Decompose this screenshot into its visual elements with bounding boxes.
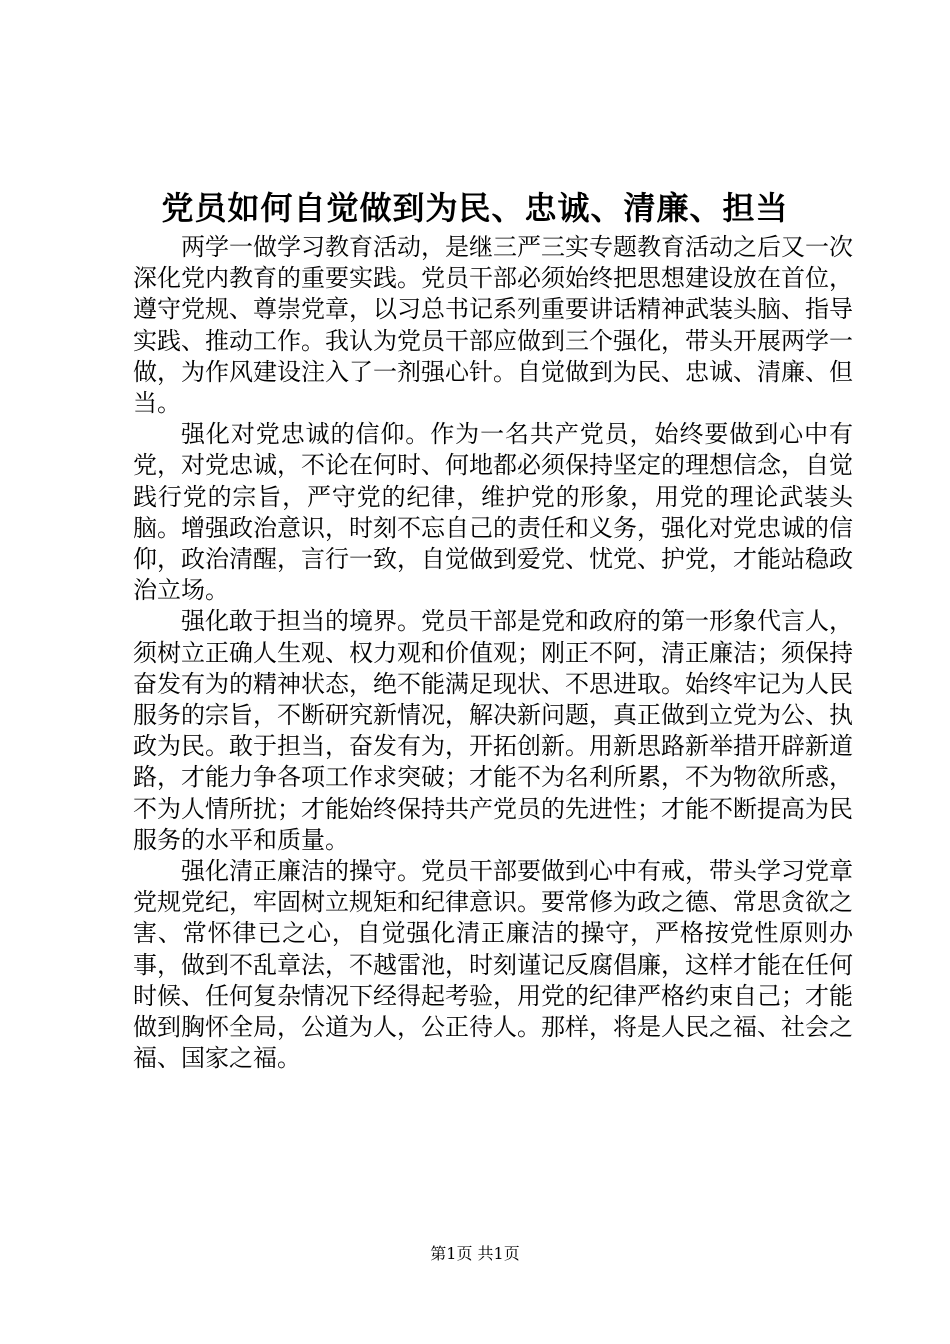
document-body: [133, 232, 853, 1074]
paragraph-intro: 两学一做学习教育活动，是继三严三实专题教育活动之后又一次深化党内教育的重要实践。党员干部必须始终把思想建设放在首位，遵守党规、尊崇党章，以习总书记系列重要讲话精神武装头脑、指导实践、推动工作。我认为党员干部应做到三个强化，带头开展两学一做，为作风建设注入了一剂强心针。自觉做到为民、忠诚、清廉、但当。: [133, 233, 853, 418]
document-title: 党员如何自觉做到为民、忠诚、清廉、担当: [161, 189, 789, 227]
paragraph-responsibility: 强化敢于担当的境界。党员干部是党和政府的第一形象代言人，须树立正确人生观、权力观和价值观；刚正不阿，清正廉洁；须保持奋发有为的精神状态，绝不能满足现状、不思进取。始终牢记为人民服务的宗旨，不断研究新情况，解决新问题，真正做到立党为公、执政为民。敢于担当，奋发有为，开拓创新。用新思路新举措开辟新道路，才能力争各项工作求突破；才能不为名利所累，不为物欲所惑，不为人情所扰；才能始终保持共产党员的先进性；才能不断提高为民服务的水平和质量。: [133, 607, 853, 854]
paragraph-integrity: 强化清正廉洁的操守。党员干部要做到心中有戒，带头学习党章党规党纪，牢固树立规矩和纪律意识。要常修为政之德、常思贪欲之害、常怀律已之心，自觉强化清正廉洁的操守，严格按党性原则办事，做到不乱章法，不越雷池，时刻谨记反腐倡廉，这样才能在任何时候、任何复杂情况下经得起考验，用党的纪律严格约束自己；才能做到胸怀全局，公道为人，公正待人。那样，将是人民之福、社会之福、国家之福。: [133, 857, 853, 1073]
paragraph-loyalty: 强化对党忠诚的信仰。作为一名共产党员，始终要做到心中有党，对党忠诚，不论在何时、何地都必须保持坚定的理想信念，自觉践行党的宗旨，严守党的纪律，维护党的形象，用党的理论武装头脑。增强政治意识，时刻不忘自己的责任和义务，强化对党忠诚的信仰，政治清醒，言行一致，自觉做到爱党、忧党、护党，才能站稳政治立场。: [133, 420, 853, 605]
page-number-footer: 第1页 共1页: [430, 1244, 520, 1263]
